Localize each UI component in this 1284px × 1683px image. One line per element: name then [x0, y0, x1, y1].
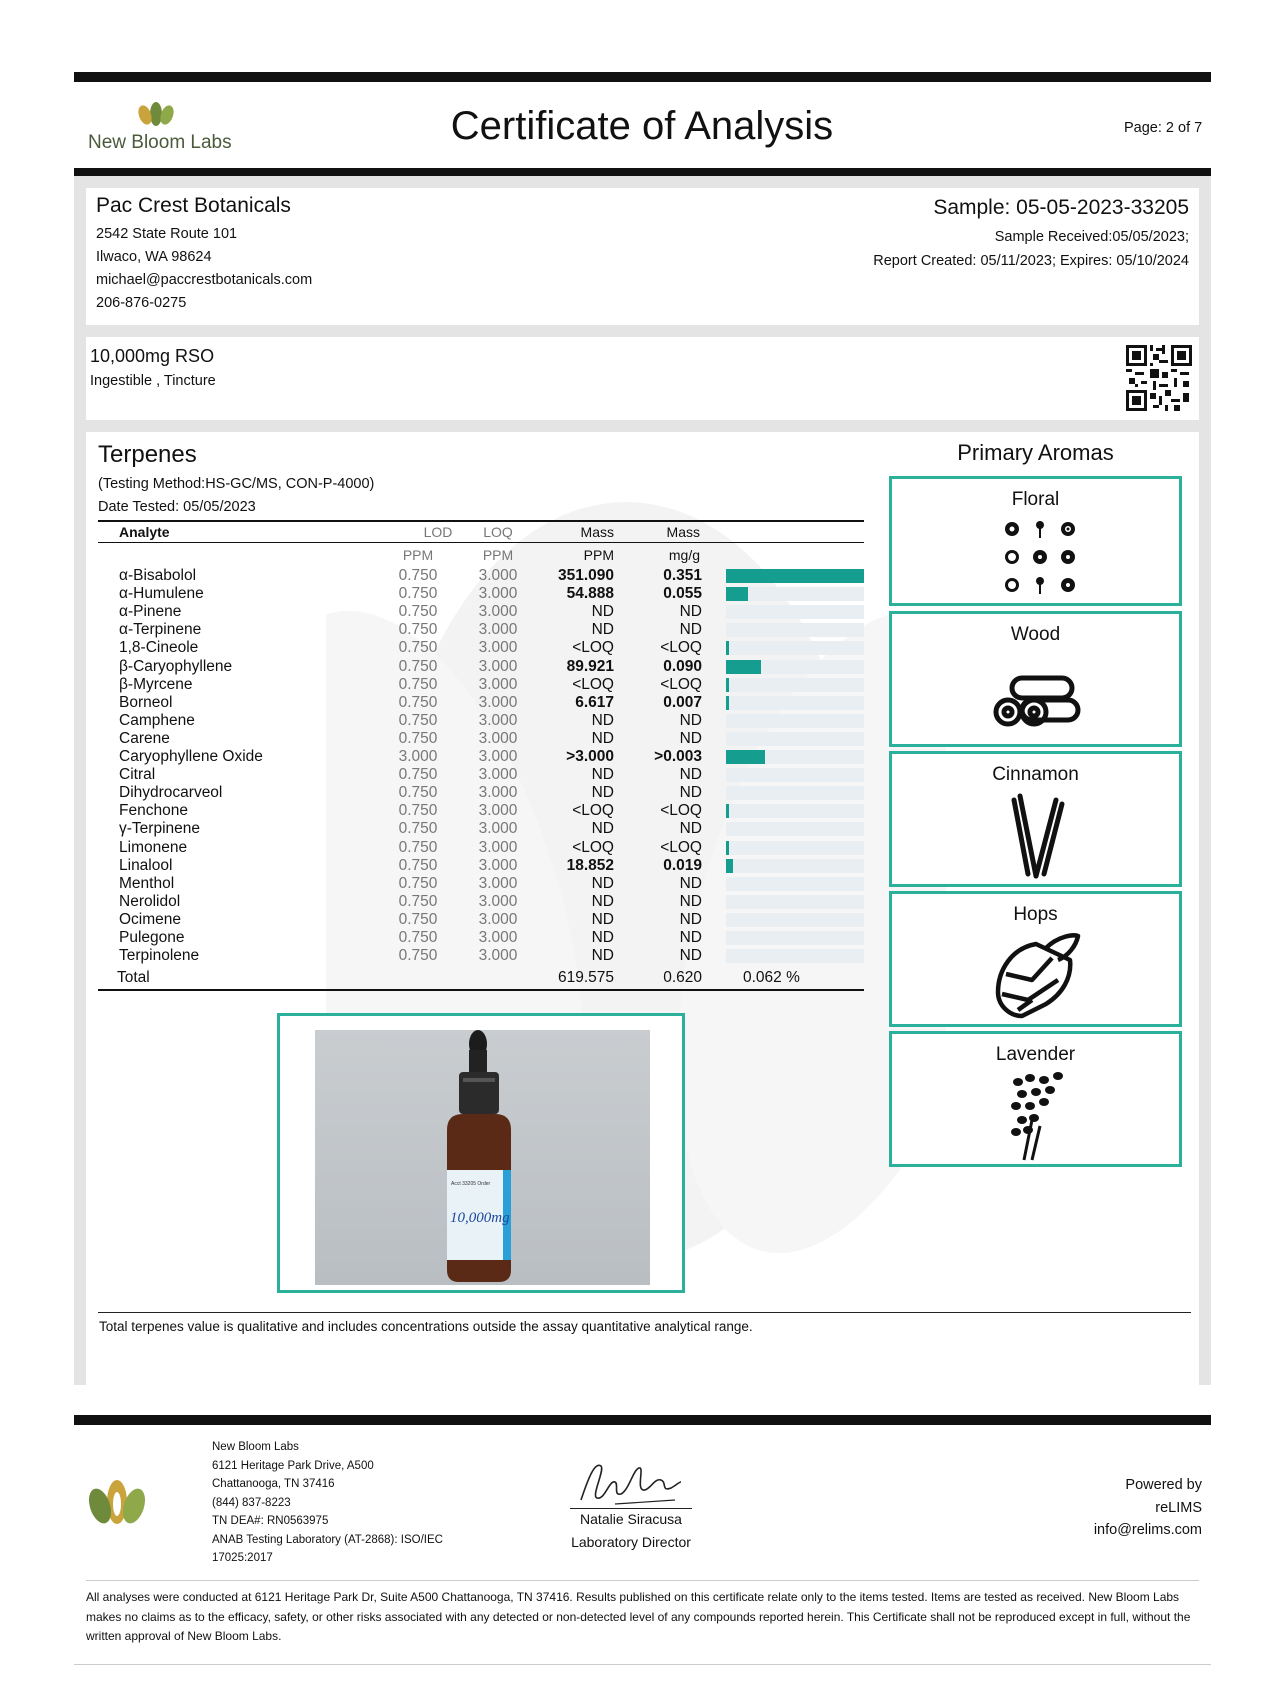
lod-value: 0.750: [398, 711, 438, 729]
sample-received: Sample Received:05/05/2023;: [994, 229, 1189, 245]
mass-mg-value: 0.019: [663, 856, 702, 874]
total-ppm: 619.575: [557, 969, 614, 986]
table-row: [98, 839, 864, 857]
lod-value: 0.750: [398, 802, 438, 820]
col-loq: LOQ: [483, 524, 513, 540]
concentration-bar-track: [726, 804, 864, 818]
footer-lab-line: New Bloom Labs: [212, 1441, 299, 1453]
mass-mg-value: ND: [679, 729, 702, 747]
loq-value: 3.000: [478, 748, 518, 765]
analyte-name: Borneol: [119, 693, 173, 711]
hops-icon: [992, 930, 1082, 1022]
mass-mg-value: 0.055: [663, 585, 702, 603]
tincture-bottle-icon: [433, 1030, 533, 1285]
disclaimer-rule-bottom: [74, 1664, 1211, 1665]
concentration-bar: [726, 750, 765, 764]
analyte-name: Caryophyllene Oxide: [119, 748, 263, 765]
unit-lod: PPM: [402, 547, 434, 563]
concentration-bar-track: [726, 641, 864, 655]
loq-value: 3.000: [478, 874, 518, 892]
aroma-cinnamon-label: Cinnamon: [992, 764, 1079, 785]
mass-mg-value: ND: [679, 874, 702, 892]
product-card: [86, 337, 1199, 420]
analyte-name: Fenchone: [119, 802, 188, 820]
client-name: Pac Crest Botanicals: [96, 194, 291, 217]
table-row: [98, 784, 864, 802]
mass-ppm-value: ND: [591, 784, 614, 802]
concentration-bar-track: [726, 895, 864, 909]
signature-line: [570, 1508, 692, 1509]
lod-value: 0.750: [398, 603, 438, 621]
product-photo-frame: [277, 1013, 685, 1293]
mass-mg-value: >0.003: [654, 748, 702, 765]
table-row: [98, 712, 864, 730]
disclaimer-rule-top: [86, 1580, 1199, 1581]
mass-mg-value: 0.090: [663, 657, 702, 675]
cinnamon-sticks-icon: [1002, 790, 1072, 882]
concentration-bar: [726, 569, 864, 583]
lod-value: 0.750: [398, 729, 438, 747]
concentration-bar: [726, 660, 761, 674]
analyte-name: 1,8-Cineole: [119, 639, 199, 657]
signer-title: Laboratory Director: [571, 1534, 691, 1550]
page-number: Page: 2 of 7: [1124, 120, 1203, 136]
lod-value: 0.750: [398, 929, 438, 946]
concentration-bar: [726, 641, 729, 655]
concentration-bar: [726, 859, 733, 873]
footer-lab-line: (844) 837-8223: [212, 1496, 291, 1509]
footer-lab-info: [212, 1438, 443, 1568]
analyte-name: Dihydrocarveol: [119, 784, 223, 802]
mass-mg-value: ND: [679, 947, 702, 965]
client-email: michael@paccrestbotanicals.com: [96, 272, 313, 288]
concentration-bar-track: [726, 877, 864, 891]
page-title: Certificate of Analysis: [450, 104, 834, 148]
loq-value: 3.000: [478, 766, 518, 784]
footer-lab-line: 6121 Heritage Park Drive, A500: [212, 1459, 374, 1472]
footer-lab-line: TN DEA#: RN0563975: [212, 1515, 329, 1527]
analyte-name: Ocimene: [119, 910, 182, 928]
aroma-floral: [889, 476, 1182, 606]
mass-mg-value: ND: [679, 929, 702, 946]
analyte-name: α-Humulene: [119, 585, 204, 603]
table-row: [98, 676, 864, 694]
analyte-name: Citral: [119, 766, 156, 784]
table-top-rule: [98, 520, 864, 522]
concentration-bar-track: [726, 859, 864, 873]
table-row: [98, 802, 864, 820]
concentration-bar-track: [726, 750, 864, 764]
concentration-bar-track: [726, 732, 864, 746]
lod-value: 0.750: [398, 675, 438, 693]
mass-ppm-value: ND: [591, 910, 614, 928]
mass-mg-value: <LOQ: [660, 802, 702, 820]
table-row: [98, 766, 864, 784]
table-row: [98, 730, 864, 748]
aroma-hops: [889, 891, 1182, 1027]
loq-value: 3.000: [478, 621, 518, 639]
note-rule: [98, 1312, 1191, 1313]
analyte-name: β-Caryophyllene: [119, 657, 233, 675]
lab-logo-text: New Bloom Labs: [88, 132, 232, 153]
table-row: [98, 929, 864, 947]
table-row: [98, 748, 864, 766]
aroma-wood: [889, 611, 1182, 747]
mass-mg-value: 0.007: [663, 693, 702, 711]
mass-ppm-value: ND: [591, 947, 614, 965]
floral-icons: [1002, 519, 1077, 599]
aroma-cinnamon: [889, 751, 1182, 887]
mass-ppm-value: ND: [591, 766, 614, 784]
concentration-bar-track: [726, 822, 864, 836]
table-row: [98, 639, 864, 657]
loq-value: 3.000: [478, 929, 518, 946]
date-tested: Date Tested: 05/05/2023: [98, 499, 256, 515]
lod-value: 0.750: [398, 856, 438, 874]
mass-mg-value: <LOQ: [660, 639, 702, 657]
mass-ppm-value: ND: [591, 874, 614, 892]
lod-value: 0.750: [398, 639, 438, 657]
concentration-bar-track: [726, 714, 864, 728]
lod-value: 0.750: [398, 838, 438, 856]
mass-ppm-value: 18.852: [566, 856, 614, 874]
lod-value: 0.750: [398, 784, 438, 802]
mass-mg-value: ND: [679, 892, 702, 910]
powered-by-brand: reLIMS: [1155, 1499, 1202, 1516]
unit-loq: PPM: [482, 547, 514, 563]
mass-mg-value: <LOQ: [660, 675, 702, 693]
client-address2: Ilwaco, WA 98624: [96, 249, 212, 265]
total-mg: 0.620: [663, 969, 702, 986]
lod-value: 0.750: [398, 947, 438, 965]
lod-value: 0.750: [398, 657, 438, 675]
mass-ppm-value: ND: [591, 711, 614, 729]
table-bottom-rule: [98, 989, 864, 991]
mass-ppm-value: >3.000: [566, 748, 614, 765]
total-percent: 0.062 %: [743, 969, 800, 986]
lod-value: 0.750: [398, 621, 438, 639]
analyte-name: β-Myrcene: [119, 675, 193, 693]
footer-lab-line: Chattanooga, TN 37416: [212, 1478, 335, 1490]
concentration-bar: [726, 696, 729, 710]
signature: [575, 1456, 685, 1508]
product-photo: [315, 1030, 650, 1285]
signer-name: Natalie Siracusa: [580, 1511, 682, 1527]
client-phone: 206-876-0275: [96, 295, 187, 311]
loq-value: 3.000: [478, 820, 518, 838]
top-rule: [74, 72, 1211, 82]
lod-value: 0.750: [398, 910, 438, 928]
lod-value: 0.750: [398, 892, 438, 910]
analyte-name: Limonene: [119, 838, 188, 856]
col-analyte: Analyte: [119, 524, 170, 540]
loq-value: 3.000: [478, 657, 518, 675]
concentration-bar-track: [726, 696, 864, 710]
terpenes-note: Total terpenes value is qualitative and includes concentrations outside the assay quantitative analytical range.: [99, 1319, 753, 1334]
concentration-bar-track: [726, 841, 864, 855]
col-lod: LOD: [423, 524, 453, 540]
analyte-name: Nerolidol: [119, 892, 181, 910]
mass-ppm-value: ND: [591, 729, 614, 747]
loq-value: 3.000: [478, 711, 518, 729]
table-row: [98, 694, 864, 712]
concentration-bar-track: [726, 660, 864, 674]
col-mass-ppm: Mass: [580, 524, 614, 540]
analyte-name: Terpinolene: [119, 947, 200, 965]
concentration-bar: [726, 678, 729, 692]
loq-value: 3.000: [478, 639, 518, 657]
disclaimer: All analyses were conducted at 6121 Heritage Park Dr, Suite A500 Chattanooga, TN 37416. Results published on this certificate relate only to the items tested. Items are tested as received. New Bloom Labs makes no claims as to the efficacy, safety, or other risks associated with any detected or non-detected level of any compounds reported herein. This Certificate shall not be reproduced except in full, without the written approval of New Bloom Labs.: [86, 1590, 1191, 1643]
table-row: [98, 621, 864, 639]
lod-value: 0.750: [398, 874, 438, 892]
table-row: [98, 947, 864, 965]
footer-lab-line: ANAB Testing Laboratory (AT-2868): ISO/IEC: [212, 1533, 443, 1546]
concentration-bar-track: [726, 786, 864, 800]
analyte-name: α-Terpinene: [119, 621, 202, 639]
mass-ppm-value: <LOQ: [572, 838, 614, 856]
table-header-rule: [98, 542, 864, 543]
mass-mg-value: ND: [679, 910, 702, 928]
lod-value: 3.000: [398, 748, 438, 765]
loq-value: 3.000: [478, 585, 518, 603]
concentration-bar: [726, 804, 729, 818]
analyte-name: Linalool: [119, 856, 173, 874]
bottle-label-line1: Acct 33205 Order: [451, 1181, 491, 1187]
mass-mg-value: ND: [679, 711, 702, 729]
lavender-icon: [1004, 1070, 1074, 1162]
table-row: [98, 893, 864, 911]
analyte-name: α-Bisabolol: [119, 567, 197, 584]
powered-by: [1094, 1474, 1202, 1542]
concentration-bar-track: [726, 931, 864, 945]
col-mass-mg: Mass: [666, 524, 700, 540]
analyte-name: Pulegone: [119, 929, 185, 946]
mass-mg-value: 0.351: [663, 567, 702, 584]
lod-value: 0.750: [398, 585, 438, 603]
mass-mg-value: ND: [679, 766, 702, 784]
table-row: [98, 857, 864, 875]
loq-value: 3.000: [478, 729, 518, 747]
mass-ppm-value: 54.888: [566, 585, 614, 603]
header-rule: [74, 168, 1211, 176]
mass-mg-value: <LOQ: [660, 838, 702, 856]
analyte-name: α-Pinene: [119, 603, 182, 621]
aroma-floral-label: Floral: [1011, 489, 1060, 510]
mass-ppm-value: 6.617: [575, 693, 614, 711]
concentration-bar-track: [726, 949, 864, 963]
concentration-bar: [726, 587, 748, 601]
mass-ppm-value: 351.090: [557, 567, 614, 584]
loq-value: 3.000: [478, 675, 518, 693]
loq-value: 3.000: [478, 802, 518, 820]
qr-code-icon[interactable]: [1126, 345, 1192, 411]
footer-logo-icon: [86, 1478, 148, 1528]
total-label: Total: [117, 969, 150, 986]
powered-by-email[interactable]: info@relims.com: [1093, 1522, 1202, 1538]
concentration-bar-track: [726, 913, 864, 927]
table-row: [98, 820, 864, 838]
mass-ppm-value: ND: [591, 820, 614, 838]
mass-ppm-value: <LOQ: [572, 675, 614, 693]
table-row: [98, 911, 864, 929]
mass-ppm-value: ND: [591, 892, 614, 910]
mass-ppm-value: ND: [591, 929, 614, 946]
table-row: [98, 875, 864, 893]
aroma-lavender: [889, 1031, 1182, 1167]
footer-lab-line: 17025:2017: [212, 1552, 273, 1564]
loq-value: 3.000: [478, 784, 518, 802]
mass-mg-value: ND: [679, 820, 702, 838]
concentration-bar-track: [726, 605, 864, 619]
table-row: [98, 567, 864, 585]
concentration-bar-track: [726, 587, 864, 601]
analyte-name: γ-Terpinene: [119, 820, 200, 838]
concentration-bar-track: [726, 768, 864, 782]
aromas-heading: Primary Aromas: [957, 440, 1114, 465]
powered-by-line: Powered by: [1125, 1477, 1202, 1493]
aroma-hops-label: Hops: [1013, 904, 1058, 925]
mass-ppm-value: ND: [591, 603, 614, 621]
loq-value: 3.000: [478, 693, 518, 711]
aroma-wood-label: Wood: [1010, 624, 1061, 645]
client-card: [86, 188, 1199, 325]
loq-value: 3.000: [478, 910, 518, 928]
report-dates: Report Created: 05/11/2023; Expires: 05/10/2024: [873, 253, 1189, 269]
sample-id: Sample: 05-05-2023-33205: [933, 196, 1189, 219]
product-type: Ingestible , Tincture: [90, 373, 216, 389]
loq-value: 3.000: [478, 567, 518, 584]
analyte-name: Camphene: [119, 711, 195, 729]
table-row: [98, 603, 864, 621]
concentration-bar-track: [726, 678, 864, 692]
testing-method: (Testing Method:HS-GC/MS, CON-P-4000): [98, 476, 375, 492]
lod-value: 0.750: [398, 693, 438, 711]
loq-value: 3.000: [478, 892, 518, 910]
unit-mass-mg: mg/g: [668, 547, 700, 563]
mass-ppm-value: <LOQ: [572, 802, 614, 820]
mass-ppm-value: <LOQ: [572, 639, 614, 657]
analyte-name: Menthol: [119, 874, 175, 892]
analyte-name: Carene: [119, 729, 170, 747]
concentration-bar-track: [726, 569, 864, 583]
product-name: 10,000mg RSO: [90, 346, 215, 366]
loq-value: 3.000: [478, 603, 518, 621]
footer-rule: [74, 1415, 1211, 1425]
mass-mg-value: ND: [679, 621, 702, 639]
lod-value: 0.750: [398, 567, 438, 584]
loq-value: 3.000: [478, 838, 518, 856]
concentration-bar: [726, 841, 729, 855]
aroma-lavender-label: Lavender: [995, 1044, 1076, 1065]
mass-mg-value: ND: [679, 603, 702, 621]
client-address1: 2542 State Route 101: [96, 226, 238, 242]
loq-value: 3.000: [478, 947, 518, 965]
wood-logs-icon: [992, 674, 1082, 732]
mass-ppm-value: 89.921: [566, 657, 614, 675]
unit-mass-ppm: PPM: [583, 547, 614, 563]
terpenes-heading: Terpenes: [98, 441, 197, 468]
bottle-label-big: 10,000mg: [450, 1210, 510, 1226]
lod-value: 0.750: [398, 820, 438, 838]
loq-value: 3.000: [478, 856, 518, 874]
lod-value: 0.750: [398, 766, 438, 784]
concentration-bar-track: [726, 623, 864, 637]
table-row: [98, 658, 864, 676]
table-row: [98, 585, 864, 603]
mass-ppm-value: ND: [591, 621, 614, 639]
mass-mg-value: ND: [679, 784, 702, 802]
